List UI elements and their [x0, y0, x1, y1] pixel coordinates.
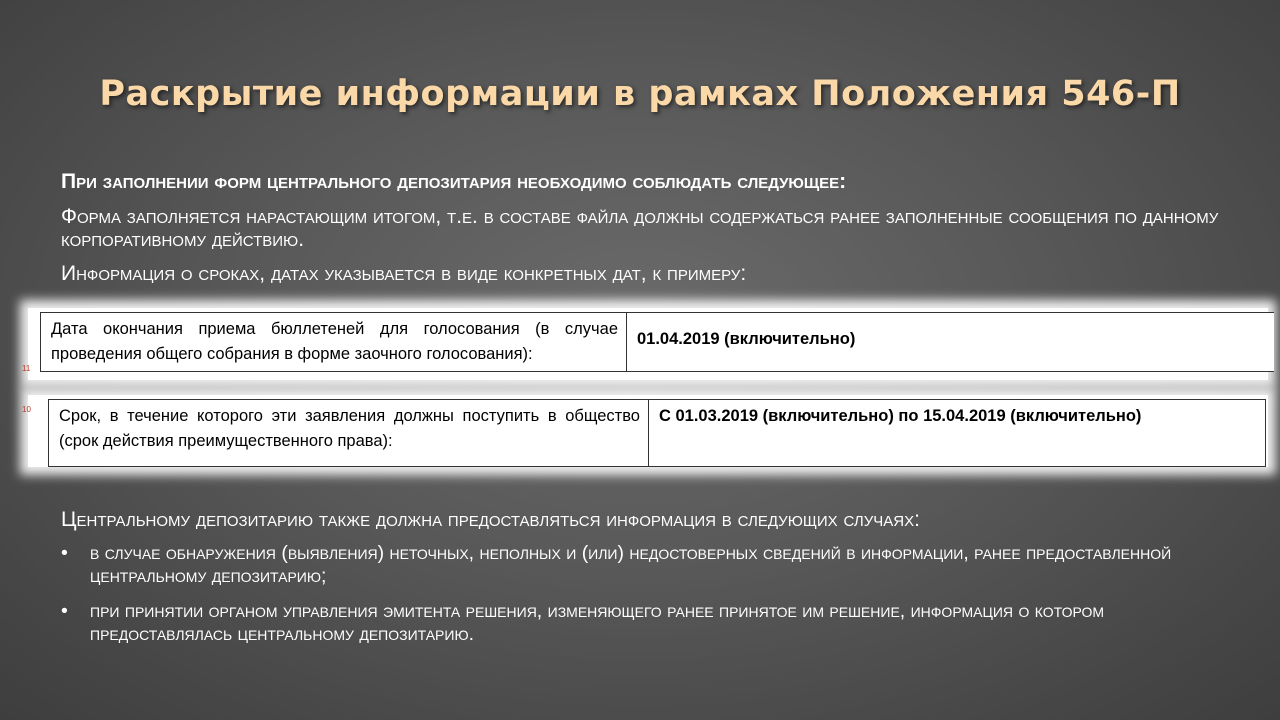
- example-table-2: [22, 395, 1268, 467]
- intro-heading: При заполнении форм центрального депозитария необходимо соблюдать следующее:: [61, 170, 847, 193]
- row-number: 11: [22, 364, 31, 373]
- example-table-1: [22, 308, 1268, 380]
- list-item: [61, 600, 1241, 646]
- table-row: [48, 399, 1266, 467]
- list-item-text: при принятии органом управления эмитента решения, изменяющего ранее принятое им решение, информация о котором предоставлялась центральному депозитарию.: [90, 600, 1105, 645]
- also-paragraph: Центральному депозитарию также должна предоставляться информация в следующих случаях:: [61, 508, 920, 531]
- bullet-list: [61, 542, 1241, 658]
- list-item: [61, 542, 1241, 588]
- table-row: [40, 312, 1274, 372]
- bullet-icon: •: [61, 600, 68, 622]
- cumulative-paragraph: Форма заполняется нарастающим итогом, т.е. в составе файла должны содержаться ранее заполненные сообщения по данному корпоративному действию.: [61, 205, 1219, 251]
- table-cell-value: С 01.03.2019 (включительно) по 15.04.2019 (включительно): [659, 407, 1142, 425]
- slide-title: Раскрытие информации в рамках Положения 546-П: [99, 74, 1181, 114]
- table-cell-label: Дата окончания приема бюллетеней для голосования (в случае проведения общего собрания в форме заочного голосования):: [41, 313, 627, 371]
- table-cell-label: Срок, в течение которого эти заявления должны поступить в общество (срок действия преимущественного права):: [49, 400, 649, 466]
- dates-paragraph: Информация о сроках, датах указывается в виде конкретных дат, к примеру:: [61, 262, 747, 285]
- row-number: 10: [22, 405, 31, 414]
- table-cell-value: 01.04.2019 (включительно): [637, 330, 856, 348]
- list-item-text: в случае обнаружения (выявления) неточных, неполных и (или) недостоверных сведений в информации, ранее предоставленной центральному депозитарию;: [90, 542, 1172, 587]
- bullet-icon: •: [61, 542, 68, 564]
